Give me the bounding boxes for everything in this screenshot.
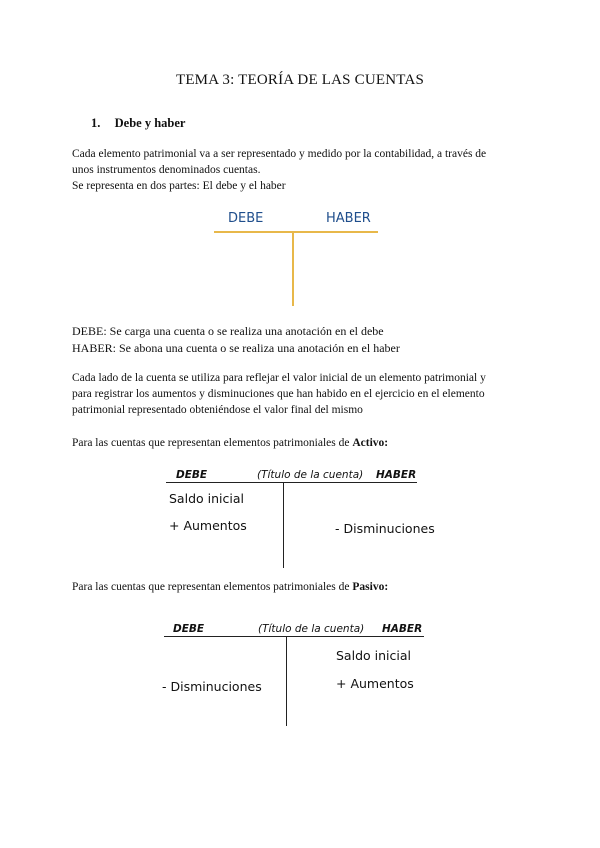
pasivo-intro-text: Para las cuentas que representan elementos patrimoniales de xyxy=(72,581,353,593)
activo-intro-bold: Activo: xyxy=(352,437,389,449)
activo-title-header: (Título de la cuenta) xyxy=(257,469,364,481)
activo-horizontal-rule xyxy=(166,482,417,483)
intro-line-3: Se representa en dos partes: El debe y el haber xyxy=(72,180,286,192)
section-heading xyxy=(91,116,185,131)
intro-line-2: unos instrumentos denominados cuentas. xyxy=(72,164,261,176)
explanation-line-1: Cada lado de la cuenta se utiliza para reflejar el valor inicial de un elemento patrimonial y xyxy=(72,372,486,384)
activo-saldo-inicial: Saldo inicial xyxy=(169,491,244,506)
t-diagram-horizontal-line xyxy=(214,231,378,233)
section-number: 1. xyxy=(91,116,101,130)
pasivo-vertical-rule xyxy=(286,636,287,726)
explanation-line-3: patrimonial representado obteniéndose el valor final del mismo xyxy=(72,404,363,416)
t-diagram-haber-label: HABER xyxy=(326,211,371,226)
definition-haber: HABER: Se abona una cuenta o se realiza una anotación en el haber xyxy=(72,341,400,355)
explanation-line-2: para registrar los aumentos y disminuciones que han habido en el ejercicio en el elemento xyxy=(72,388,485,400)
pasivo-debe-header: DEBE xyxy=(173,623,205,635)
page-title: TEMA 3: TEORÍA DE LAS CUENTAS xyxy=(175,72,425,88)
pasivo-haber-header: HABER xyxy=(382,623,423,635)
pasivo-aumentos: + Aumentos xyxy=(336,676,414,691)
pasivo-disminuciones: - Disminuciones xyxy=(162,679,262,694)
pasivo-intro xyxy=(72,579,388,596)
activo-debe-header: DEBE xyxy=(176,469,208,481)
activo-intro-text: Para las cuentas que representan elementos patrimoniales de xyxy=(72,437,353,449)
definition-debe: DEBE: Se carga una cuenta o se realiza una anotación en el debe xyxy=(72,324,384,338)
intro-line-1: Cada elemento patrimonial va a ser representado y medido por la contabilidad, a través de xyxy=(72,148,487,160)
activo-haber-header: HABER xyxy=(376,469,417,481)
pasivo-intro-bold: Pasivo: xyxy=(352,581,389,593)
t-diagram-vertical-line xyxy=(292,232,294,306)
activo-intro xyxy=(72,435,388,452)
t-diagram-debe-label: DEBE xyxy=(228,211,264,226)
pasivo-horizontal-rule xyxy=(164,636,424,637)
pasivo-title-header: (Título de la cuenta) xyxy=(258,623,365,635)
activo-disminuciones: - Disminuciones xyxy=(335,521,435,536)
pasivo-saldo-inicial: Saldo inicial xyxy=(336,648,411,663)
activo-aumentos: + Aumentos xyxy=(169,518,247,533)
activo-vertical-rule xyxy=(283,482,284,568)
section-title: Debe y haber xyxy=(114,116,186,130)
